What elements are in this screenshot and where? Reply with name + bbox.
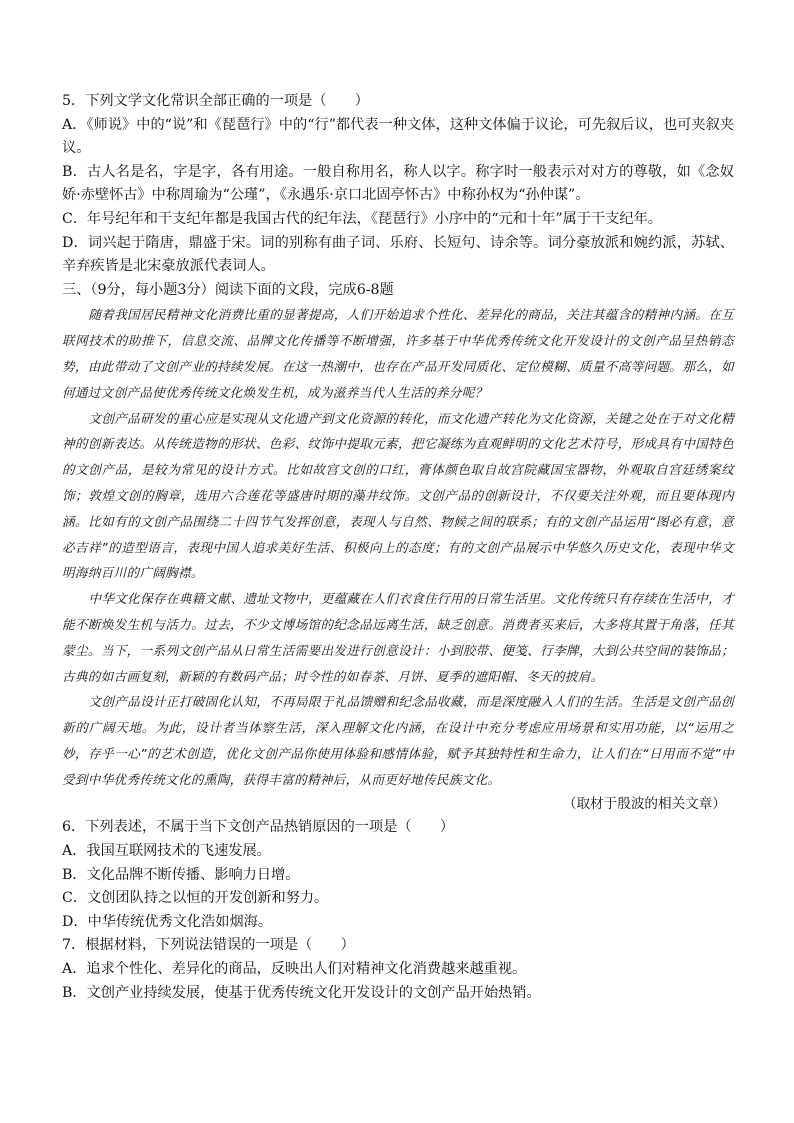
question-5-option-a: A．《师说》中的“说”和《琵琶行》中的“行”都代表一种文体，这种文体偏于议论，可先叙后议，也可夹叙夹议。: [62, 116, 734, 157]
passage-paragraph: 中华文化保存在典籍文献、遗址文物中，更蕴藏在人们衣食住行用的日常生活里。文化传统只有存续在生活中，才能不断焕发生机与活力。过去，不少文博场馆的纪念品远离生活，缺乏创意。消费者买来后，大多将其置于角落，任其蒙尘。当下，一系列文创产品从日常生活需要出发进行创意设计：小到胶带、便笺、行李牌，大到公共空间的装饰品；古典的如古画复刻，新颖的有数码产品；时令性的如春茶、月饼、夏季的遮阳帽、冬天的披肩。: [62, 591, 734, 684]
passage-source: （取材于殷波的相关文章）: [562, 796, 726, 813]
passage-paragraph: 文创产品设计正打破固化认知，不再局限于礼品馈赠和纪念品收藏，而是深度融入人们的生活。生活是文创产品创新的广阔天地。为此，设计者当体察生活，深入理解文化内涵，在设计中充分考虑应用场景和实用功能，以“运用之妙，存乎一心”的艺术创造，优化文创产品你使用体验和感情体验，赋予其独特性和生命力，让人们在“日用而不觉”中受到中华优秀传统文化的熏陶，获得丰富的精神后，从而更好地传民族文化。: [62, 694, 734, 787]
question-7-option-b: B．文创产业持续发展，使基于优秀传统文化开发设计的文创产品开始热销。: [62, 984, 541, 1001]
question-6-option-b: B．文化品牌不断传播、影响力日增。: [62, 866, 300, 883]
question-7-stem: 7．根据材料，下列说法错误的一项是（ ）: [62, 937, 355, 954]
question-6-option-d: D．中华传统优秀文化浩如烟海。: [62, 913, 273, 930]
question-5-stem: 5．下列文学文化常识全部正确的一项是（ ）: [62, 93, 369, 109]
passage-paragraph: 随着我国居民精神文化消费比重的显著提高，人们开始追求个性化、差异化的商品，关注其蕴含的精神内涵。在互联网技术的助推下，信息交流、品牌文化传播等不断增强，许多基于中华优秀传统文化开发设计的文创产品呈热销态势，由此带动了文创产业的持续发展。在这一热潮中，也存在产品开发同质化、定位模糊、质量不高等问题。那么，如何通过文创产品使优秀传统文化焕发生机，成为滋养当代人生活的养分呢？: [62, 307, 734, 400]
passage-paragraph: 文创产品研发的重心应是实现从文化遗产到文化资源的转化，而文化遗产转化为文化资源，关键之处在于对文化精神的创新表达。从传统造物的形状、色彩、纹饰中提取元素，把它凝练为直观鲜明的文化艺术符号，形成具有中国特色的文创产品，是较为常见的设计方式。比如故宫文创的口红，膏体颜色取自故宫院藏国宝器物，外观取自宫廷绣案纹饰；敦煌文创的胸章，选用六合莲花等盛唐时期的藻井纹饰。文创产品的创新设计，不仅要关注外观，而且要体现内涵。比如有的文创产品围绕二十四节气发挥创意，表现人与自然、物候之间的联系；有的文创产品运用“图必有意，意必吉祥”的造型语言，表现中国人追求美好生活、积极向上的态度；有的文创产品展示中华悠久历史文化，表现中华文明海纳百川的广阔胸襟。: [62, 410, 734, 581]
question-6-option-a: A．我国互联网技术的飞速发展。: [62, 843, 271, 860]
question-7: [62, 934, 734, 1005]
section-3: [62, 279, 734, 817]
question-6: [62, 816, 734, 934]
question-5-option-c: C．年号纪年和干支纪年都是我国古代的纪年法，《琵琶行》小序中的“元和十年”属于干支纪年。: [62, 210, 662, 227]
section-3-heading: 三、（9分，每小题3分）阅读下面的文段，完成6-8题: [62, 281, 394, 298]
question-6-stem: 6．下列表述，不属于当下文创产品热销原因的一项是（ ）: [62, 819, 455, 836]
document-page: [62, 90, 734, 1005]
question-7-option-a: A．追求个性化、差异化的商品，反映出人们对精神文化消费越来越重视。: [62, 961, 527, 978]
question-5-option-b: B．古人名是名，字是字，各有用途。一般自称用名，称人以字。称字时一般表示对对方的尊敬，如《念奴娇·赤壁怀古》中称周瑜为“公瑾”，《永遇乐·京口北固亭怀古》中称孙权为“孙仲谋”。: [62, 163, 734, 204]
question-5: [62, 90, 734, 279]
question-6-option-c: C．文创团队持之以恒的开发创新和努力。: [62, 890, 329, 907]
question-5-option-d: D．词兴起于隋唐，鼎盛于宋。词的别称有曲子词、乐府、长短句、诗余等。词分豪放派和婉约派，苏轼、辛弃疾皆是北宋豪放派代表词人。: [62, 234, 734, 275]
